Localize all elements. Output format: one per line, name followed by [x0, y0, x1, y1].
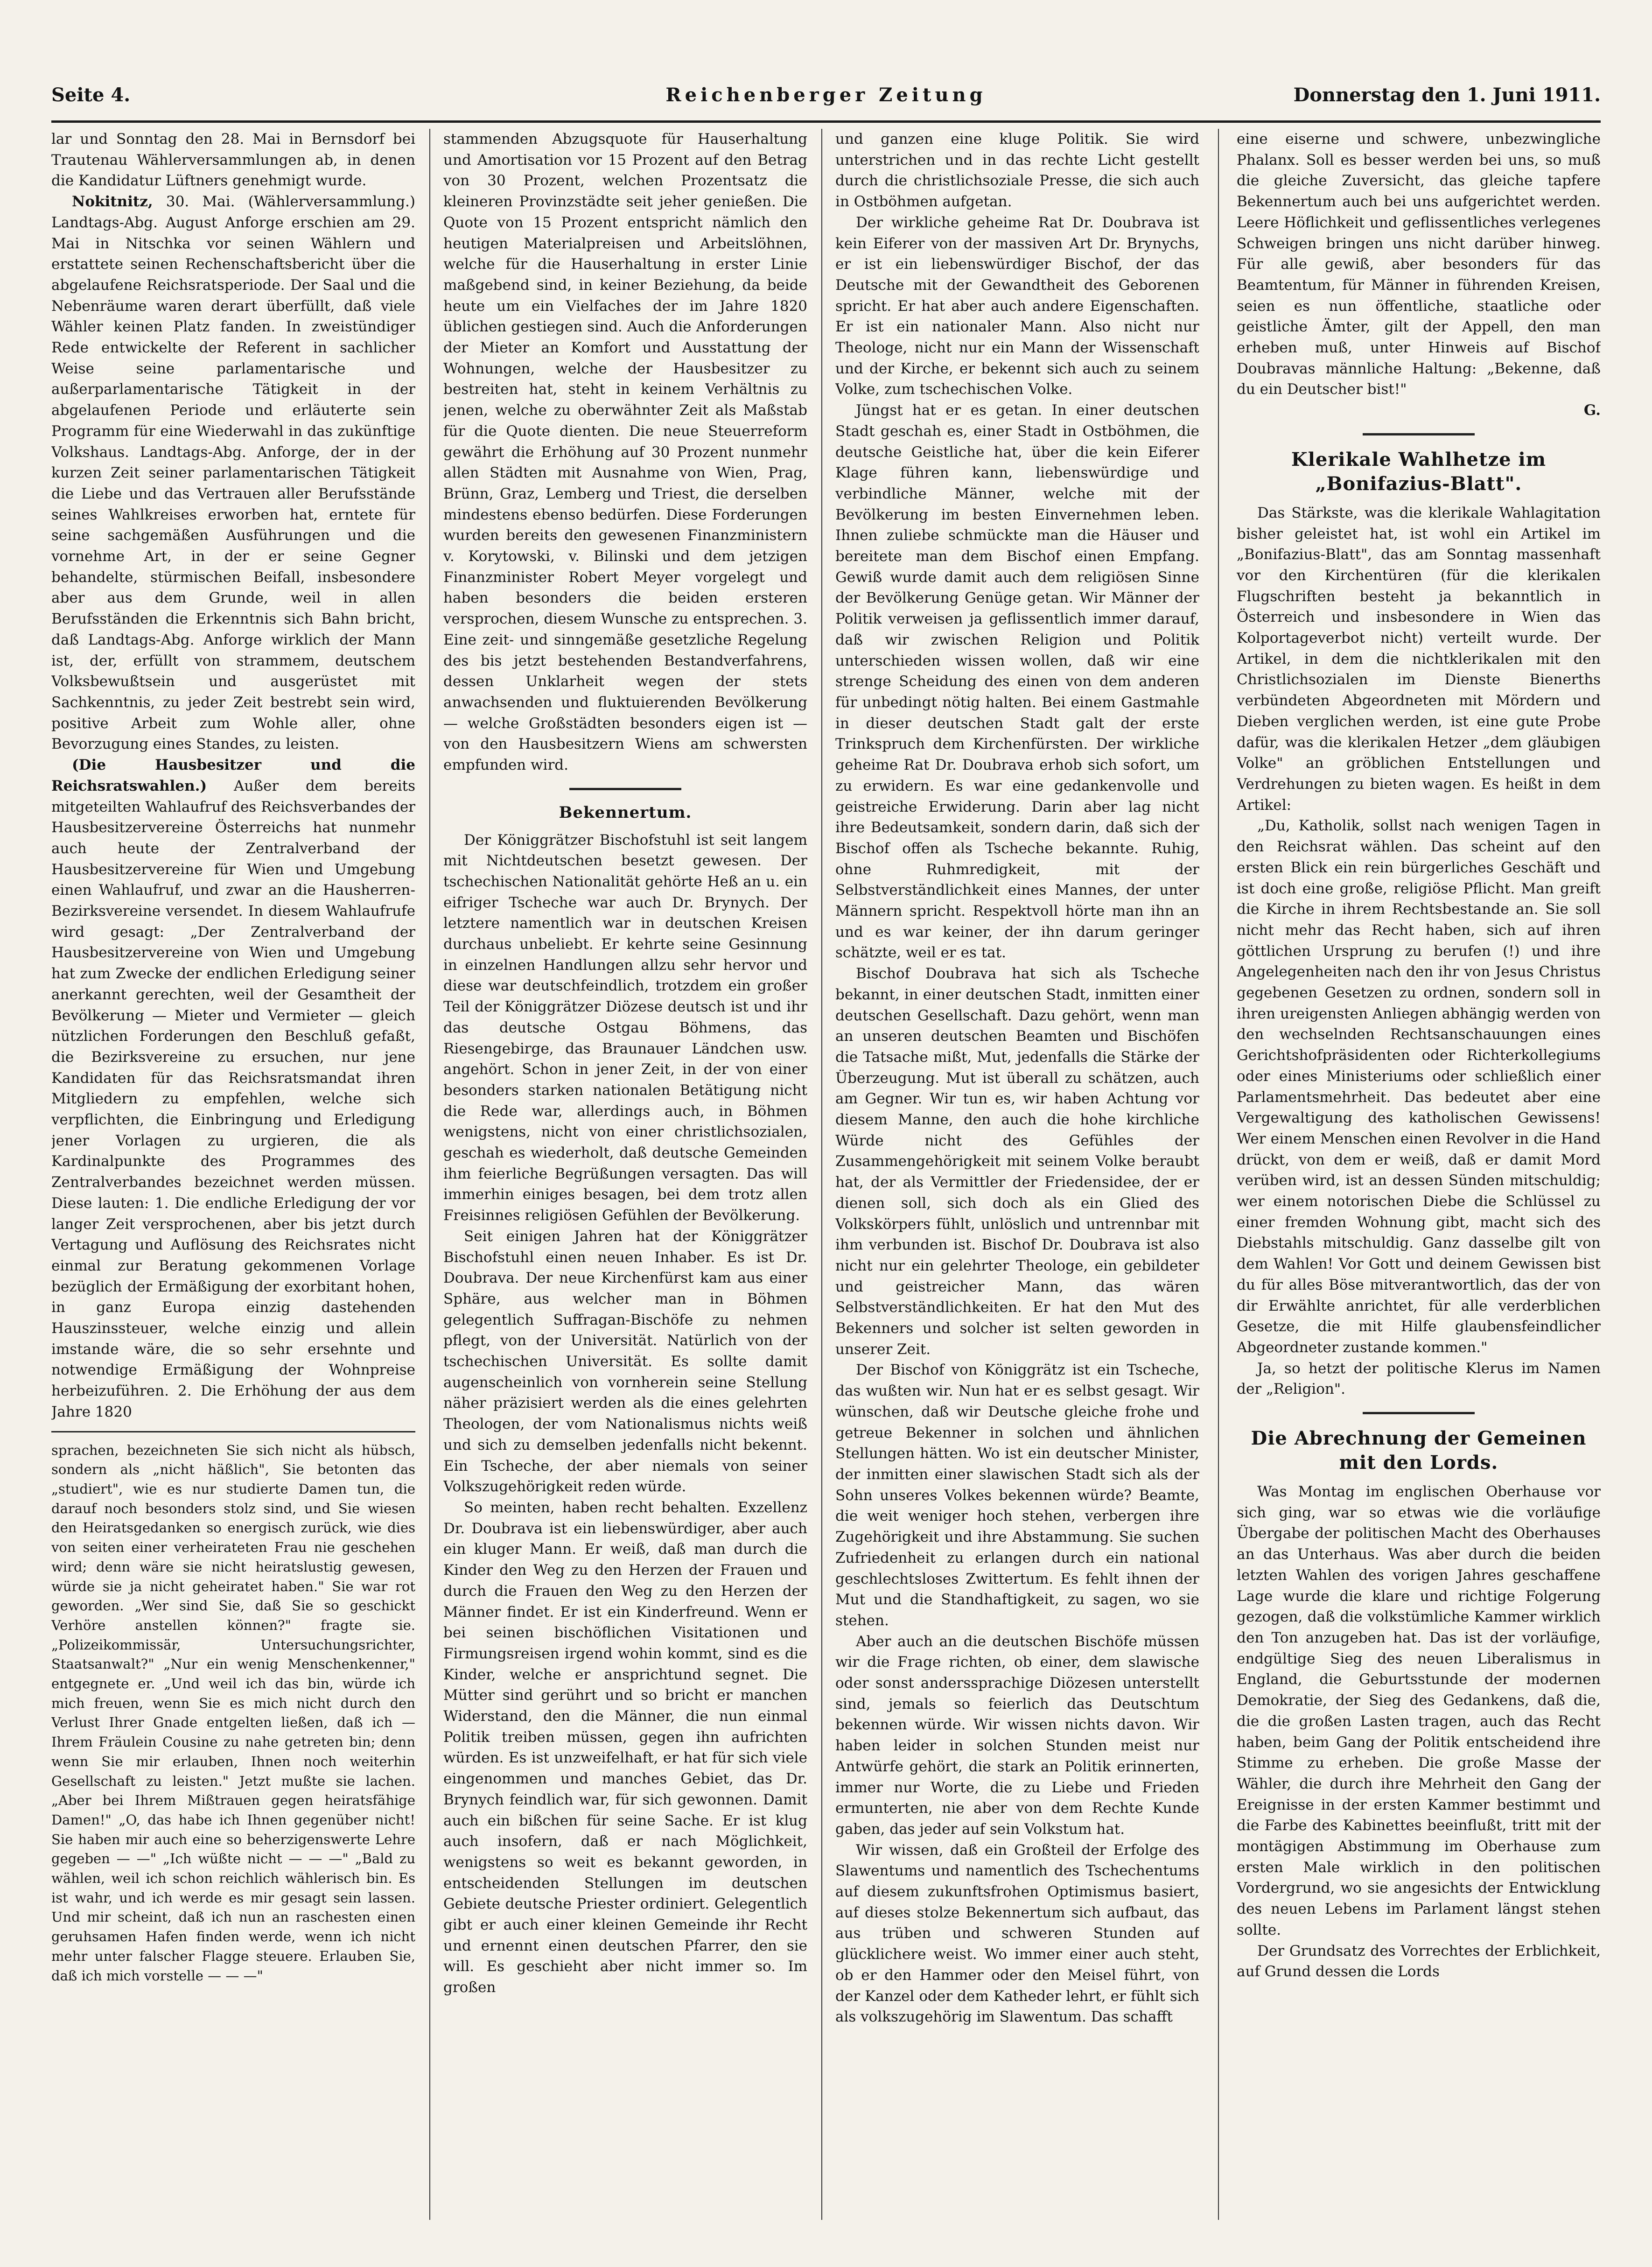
newspaper-page — [51, 84, 1601, 2231]
article-paragraph: Der Bischof von Königgrätz ist ein Tscheche, das wußten wir. Nun hat er es selbst gesagt. Wir wünschen, daß wir Deutsche gleiche frohe und getreue Bekenner in solchen und ähnlichen Stellungen hätten. Wo ist ein deutscher Minister, der inmitten einer slawischen Stadt sich als der Sohn unseres Volkes bekennen würde? Beamte, die weit weniger hoch stehen, verbergen ihre Zugehörigkeit und ihre Abstammung. Sie suchen Zufriedenheit zu erlangen durch ein national geschlechtsloses Zwittertum. Es fehlt ihnen der Mut und die Standhaftigkeit, zu sagen, wo sie stehen. — [835, 1362, 1199, 1629]
quoted-paragraph: „Du, Katholik, sollst nach wenigen Tagen in den Reichsrat wählen. Das scheint auf den ersten Blick ein rein bürgerliches Geschäft und ist doch eine große, religiöse Pflicht. Man greift die Kirche in ihrem Rechtsbestande an. Sie soll nicht mehr das Recht haben, sich auf ihren göttlichen Ursprung zu berufen (!) und ihre Angelegenheiten nach den ihr von Jesus Christus gegebenen Gesetzen zu ordnen, sondern soll in ihren ureigensten Anliegen abhängig werden von den wechselnden Rechtsanschauungen eines Gerichtshofpräsidenten oder Richterkollegiums oder eines Ministeriums oder schließlich einer Parlamentsmehrheit. Das bedeutet aber eine Vergewaltigung des katholischen Gewissens! Wer einem Menschen einen Revolver in die Hand drückt, von dem er weiß, daß er damit Mord verüben wird, ist an dessen Sünden mitschuldig; wer einem notorischen Diebe die Schlüssel zu einer fremden Wohnung gibt, macht sich des Diebstahls mitschuldig. Ganz dasselbe gilt von dem Wahlen! Vor Gott und deinem Gewissen bist du für alles Böse mitverantwortlich, das der von dir Erwählte anrichtet, für alle verderblichen Gesetze, die mit Hilfe glaubensfeindlicher Abgeordneter zustande kommen." — [1237, 817, 1601, 1356]
article-paragraph: lar und Sonntag den 28. Mai in Bernsdorf bei Trautenau Wählerversammlungen ab, in denen die Kandidatur Lüftners genehmigt wurde. — [51, 131, 415, 190]
article-paragraph: eine eiserne und schwere, unbezwingliche Phalanx. Soll es besser werden bei uns, so muß die gleiche Zuversicht, das gleiche tapfere Bekennertum auch bei uns aufgerichtet werden. Leere Höflichkeit und geflissentliches verlegenes Schweigen bringen uns nicht darüber hinweg. Für alle gewiß, aber besonders für das Beamtentum, für Männer in führenden Kreisen, seien es nun öffentliche, staatliche oder geistliche Ämter, gilt der Appell, den man erheben muß, unter Hinweis auf Bischof Doubravas männliche Haltung: „Bekenne, daß du ein Deutscher bist!" — [1237, 131, 1601, 398]
feuilleton-divider — [51, 1431, 415, 1432]
paragraph-text: 30. Mai. (Wählerversammlung.) Landtags-Abg. August Anforge erschien am 29. Mai in Nitschka vor seinen Wählern und erstattete seinen Rechenschaftsbericht über die abgelaufene Reichsratsperiode. Der Saal und die Nebenräume waren derart überfüllt, daß viele Wähler keinen Platz fanden. In zweistündiger Rede entwickelte der Referent in sachlicher Weise seine parlamentarische und außerparlamentarische Tätigkeit in der abgelaufenen Periode und erläuterte sein Programm für eine Wiederwahl in das zukünftige Volkshaus. Landtags-Abg. Anforge, der in der kurzen Zeit seiner parlamentarischen Tätigkeit die Liebe und das Vertrauen aller Berufsstände seines Wahlkreises erworben hat, erntete für seine sachgemäßen Ausführungen und die vornehme Art, in der er seine Gegner behandelte, stürmischen Beifall, insbesondere aber aus dem Grunde, weil in allen Berufsständen die Erkenntnis sich Bahn bricht, daß Landtags-Abg. Anforge wirklich der Mann ist, der, erfüllt von strammem, deutschem Volksbewußtsein und ausgerüstet mit Sachkenntnis, zu jeder Zeit bestrebt sein wird, positive Arbeit zum Wohle aller, ohne Bevorzugung eines Standes, zu leisten. — [51, 193, 415, 753]
column-1 — [51, 129, 415, 2220]
article-paragraph — [51, 755, 415, 1423]
dateline: Nokitnitz, — [72, 193, 153, 211]
article-paragraph: stammenden Abzugsquote für Hauserhaltung und Amortisation vor 15 Prozent auf den Betrag von 30 Prozent, welchen Prozentsatz die kleineren Provinzstädte seit jeher genießen. Die Quote von 15 Prozent entspricht nämlich den heutigen Materialpreisen und Arbeitslöhnen, welche für die Hauserhaltung in erster Linie maßgebend sind, in keiner Beziehung, da beide heute um ein Vielfaches der im Jahre 1820 üblichen gestiegen sind. Auch die Anforderungen der Mieter an Komfort und Ausstattung der Wohnungen, welche der Hausbesitzer zu bestreiten hat, steht in keinem Verhältnis zu jenen, welche zu oberwähnter Zeit als Maßstab für die Quote dienten. Die neue Steuerreform gewährt die Erhöhung auf 30 Prozent nunmehr allen Städten mit Ausnahme von Wien, Prag, Brünn, Graz, Lemberg und Triest, die derselben mindestens ebenso bedürfen. Diese Forderungen wurden bereits den gewesenen Finanzministern v. Korytowski, v. Bilinski und dem jetzigen Finanzminister Robert Meyer vorgelegt und haben besonders die beiden ersteren versprochen, diesem Wunsche zu entsprechen. 3. Eine zeit- und sinngemäße gesetzliche Regelung des bis jetzt bestehenden Bestandverfahrens, dessen Unklarheit wegen der stets anwachsenden und fluktuierenden Bevölkerung — welche Großstädten besonders eigen ist — von den Hausbesitzern Wiens am schwersten empfunden wird. — [443, 131, 807, 774]
article-paragraph: Bischof Doubrava hat sich als Tscheche bekannt, in einer deutschen Stadt, inmitten einer deutschen Gesellschaft. Dazu gehört, wenn man an unseren deutschen Beamten und Bischöfen die Tatsache mißt, Mut, jedenfalls die Stärke der Überzeugung. Mut ist überall zu schätzen, auch am Gegner. Wir tun es, wir haben Achtung vor diesem Manne, den auch die hohe kirchliche Würde nicht des Gefühles der Zusammengehörigkeit mit seinem Volke beraubt hat, der als Vermittler der Friedensidee, der er dienen soll, sich doch als ein Glied des Volkskörpers fühlt, unlöslich und untrennbar mit ihm verbunden ist. Bischof Dr. Doubrava ist also nicht nur ein gelehrter Theologe, ein gebildeter und geistreicher Mann, das wären Selbstverständlichkeiten. Er hat den Mut des Bekenners und solcher ist selten geworden in unserer Zeit. — [835, 965, 1199, 1358]
article-paragraph: Wir wissen, daß ein Großteil der Erfolge des Slawentums und namentlich des Tschechentums auf diesem zukunftsfrohen Optimismus basiert, auf dieses stolze Bekennertum sich aufbaut, das aus trüben und schweren Stunden auf glücklichere weist. Wo immer einer auch steht, ob er den Hammer oder den Meisel führt, von der Kanzel oder dem Katheder lehrt, er fühlt sich als volkszugehörig im Slawentum. Das schafft — [835, 1841, 1199, 2026]
article-paragraph: Jüngst hat er es getan. In einer deutschen Stadt geschah es, einer Stadt in Ostböhmen, die deutsche Geistliche hat, über die kein Eiferer Klage führen kann, liebenswürdige und verbindliche Männer, welche mit der Bevölkerung im besten Einvernehmen leben. Ihnen zuliebe schmückte man die Häuser und bereitete man dem Bischof einen Empfang. Gewiß wurde damit auch dem religiösen Sinne der Bevölkerung Genüge getan. Wir Männer der Politik verweisen ja geflissentlich immer darauf, daß wir zwischen Religion und Politik unterschieden wissen wollen, daß wir eine strenge Scheidung des einen von dem anderen für unbedingt nötig halten. Bei einem Gastmahle in dieser deutschen Stadt galt der erste Trinkspruch dem Kirchenfürsten. Der wirkliche geheime Rat Dr. Doubrava erhob sich sofort, um zu erwidern. Es war eine gedankenvolle und geistreiche Erwiderung. Darin aber lag nicht ihre Bedeutsamkeit, sondern darin, daß sich der Bischof offen als Tscheche bekannte. Ruhig, ohne Ruhmredigkeit, mit der Selbstverständlichkeit eines Mannes, der unter Männern spricht. Respektvoll hörte man ihn an und es war keiner, der ihn darum geringer schätzte, weil er es tat. — [835, 402, 1199, 962]
article-paragraph: Der wirkliche geheime Rat Dr. Doubrava ist kein Eiferer von der massiven Art Dr. Brynychs, er ist ein liebenswürdiger Bischof, der das Deutsche mit der Gewandtheit des Geborenen spricht. Er hat aber auch andere Eigenschaften. Er ist ein nationaler Mann. Also nicht nur Theologe, nicht nur ein Mann der Wissenschaft und der Kirche, er bekennt sich auch zu seinem Volke, zum tschechischen Volke. — [835, 214, 1199, 398]
section-divider — [1363, 433, 1475, 435]
column-rule — [1218, 129, 1219, 2220]
article-paragraph: Aber auch an die deutschen Bischöfe müssen wir die Frage richten, ob einer, dem slawische oder sonst anderssprachige Diözesen unterstellt sind, jemals so feierlich das Deutschtum bekennen würde. Wir wissen nichts davon. Wir haben leider in solchen Stunden meist nur Antwürfe gehört, die stark an Politik erinnerten, immer nur Worte, die zu Liebe und Frieden ermunterten, nie aber von dem Rechte Kunde gaben, das jeder auf sein Volkstum hat. — [835, 1633, 1199, 1838]
article-paragraph — [51, 191, 415, 755]
article-heading: Klerikale Wahlhetze im „Bonifazius-Blatt". — [1291, 448, 1547, 495]
column-3 — [835, 129, 1199, 2220]
article-paragraph: Der Königgrätzer Bischofstuhl ist seit langem mit Nichtdeutschen besetzt gewesen. Der tschechischen Nationalität gehörte Heß an u. ein eifriger Tscheche war auch Dr. Brynych. Der letztere namentlich war in deutschen Kreisen durchaus unbeliebt. Er kehrte seine Gesinnung in einzelnen Handlungen allzu sehr hervor und diese war deutschfeindlich, trotzdem ein großer Teil der Königgrätzer Diözese deutsch ist und ihr das deutsche Ostgau Böhmens, das Riesengebirge, das Braunauer Ländchen usw. angehört. Schon in jener Zeit, in der von einer besonders starken nationalen Betätigung nicht die Rede war, allerdings auch, in Böhmen wenigstens, nicht von einer christlichsozialen, geschah es wiederholt, daß deutsche Gemeinden ihm feierliche Begrüßungen versagten. Das will immerhin einiges besagen, bei dem trotz allen Freisinnes religiösen Gefühlen der Bevölkerung. — [443, 831, 807, 1224]
section-divider — [569, 788, 681, 790]
article-paragraph: Das Stärkste, was die klerikale Wahlagitation bisher geleistet hat, ist wohl ein Artikel im „Bonifazius-Blatt", das am Sonntag massenhaft vor den Kirchentüren (für die klerikalen Flugschriften besteht ja bekanntlich in Österreich und insbesondere in Wien das Kolportageverbot nicht) verteilt wurde. Der Artikel, in dem die nichtklerikalen mit den Christlichsozialen im Dienste Bienerths verbündeten Abgeordneten mit Mördern und Dieben verglichen werden, ist eine gute Probe dafür, was die klerikalen Hetzer „dem gläubigen Volke" an gröblichen Entstellungen und Verdrehungen zu bieten wagen. Es heißt in dem Artikel: — [1237, 504, 1601, 814]
paragraph-text: Außer dem bereits mitgeteilten Wahlaufruf des Reichsverbandes der Hausbesitzervereine Österreichs hat nunmehr auch heute der Zentralverband der Hausbesitzervereine für Wien und Umgebung einen Wahlaufruf, und zwar an die Hausherren-Bezirksvereine versendet. In diesem Wahlaufrufe wird gesagt: „Der Zentralverband der Hausbesitzervereine von Wien und Umgebung hat zum Zwecke der endlichen Erledigung seiner anerkannt gerechten, weil der Gesamtheit der Bevölkerung — Mieter und Vermieter — gleich nützlichen Forderungen den Beschluß gefaßt, die Bezirksvereine zu ersuchen, nur jene Kandidaten für das Reichsratsmandat ihren Mitgliedern zu empfehlen, welche sich verpflichten, die Einbringung und Erledigung jener Vorlagen zu urgieren, die als Kardinalpunkte des Programmes des Zentralverbandes bezeichnet werden müssen. Diese lauten: 1. Die endliche Erledigung der vor langer Zeit versprochenen, aber bis jetzt durch Vertagung und Auflösung des Reichsrates nicht einmal zur Beratung gekommenen Vorlage bezüglich der Ermäßigung der exorbitant hohen, in ganz Europa einzig dastehenden Hauszinssteuer, welche einzig und allein imstande wäre, die so sehr ersehnte und notwendige Ermäßigung der Wohnpreise herbeizuführen. 2. Die Erhöhung der aus dem Jahre 1820 — [51, 777, 415, 1420]
article-paragraph: Seit einigen Jahren hat der Königgrätzer Bischofstuhl einen neuen Inhaber. Es ist Dr. Doubrava. Der neue Kirchenfürst kam aus einer Sphäre, aus welcher man in Böhmen gelegentlich Suffragan-Bischöfe zu nehmen pflegt, von der Universität. Natürlich von der tschechischen Universität. Es sollte damit augenscheinlich von vornherein seine Stellung näher präzisiert werden als die eines gelehrten Theologen, der vom Nationalismus nichts weiß und sich zu demselben jedenfalls nicht bekennt. Ein Tscheche, der aber niemals von seiner Volkszugehörigkeit reden würde. — [443, 1228, 807, 1495]
article-paragraph: Was Montag im englischen Oberhause vor sich ging, war so etwas wie die vorläufige Übergabe der politischen Macht des Oberhauses an das Unterhaus. Was aber durch die beiden letzten Wahlen des vorigen Jahres geschaffene Lage wurde die klare und richtige Folgerung gezogen, daß die volkstümliche Kammer wirklich den Ton anzugeben hat. Das ist der vorläufige, endgültige Sieg des neuen Liberalismus in England, die Geburtsstunde der modernen Demokratie, der Sieg des Gedankens, daß die, die die großen Lasten tragen, auch das Recht haben, beim Gang der Politik entscheidend ihre Stimme zu erheben. Die große Masse der Wähler, die durch ihre Mehrheit den Gang der Ereignisse in der ersten Kammer bestimmt und die Farbe des Kabinettes beeinflußt, tritt mit der montägigen Abstimmung im Oberhause zum ersten Male wirklich in den politischen Vordergrund, wo sie angesichts der Entwicklung des neuen Lebens im Parlament längst stehen sollte. — [1237, 1483, 1601, 1938]
masthead — [51, 84, 1601, 123]
issue-date: Donnerstag den 1. Juni 1911. — [1293, 84, 1601, 106]
article-paragraph: Der Grundsatz des Vorrechtes der Erblichkeit, auf Grund dessen die Lords — [1237, 1942, 1601, 1980]
article-paragraph: und ganzen eine kluge Politik. Sie wird unterstrichen und in das rechte Licht gestellt durch die christlichsoziale Presse, die sich auch in Ostböhmen aufgetan. — [835, 131, 1199, 211]
article-heading: Die Abrechnung der Gemeinen mit den Lords. — [1251, 1427, 1587, 1474]
page-number: Seite 4. — [51, 84, 131, 106]
author-signature: G. — [1583, 402, 1601, 419]
article-lead: (Die Hausbesitzer und die Reichsratswahlen.) — [51, 757, 415, 794]
column-2 — [443, 129, 807, 2220]
section-divider — [1363, 1412, 1475, 1414]
article-paragraph: Ja, so hetzt der politische Klerus im Namen der „Religion". — [1237, 1360, 1601, 1398]
column-rule — [821, 129, 822, 2220]
article-paragraph: So meinten, haben recht behalten. Exzellenz Dr. Doubrava ist ein liebenswürdiger, aber auch ein kluger Mann. Er weiß, daß man durch die Kinder den Weg zu den Herzen der Frauen und durch die Frauen den Weg zu den Herzen der Männer findet. Er ist ein Kinderfreund. Wenn er bei seinen bischöflichen Visitationen und Firmungsreisen irgend wohin kommt, sind es die Kinder, welche er ansprichtund segnet. Die Mütter sind gerührt und so bricht er manchen Widerstand, den die Männer, die nun einmal Politik treiben müssen, gegen ihn aufrichten würden. Es ist unzweifelhaft, er hat für sich viele eingenommen und manches Gebiet, das Dr. Brynych feindlich war, für sich gewonnen. Damit auch ein bißchen für seine Sache. Er ist klug auch insofern, daß er nach Möglichkeit, wenigstens so weit es bekannt geworden, in entscheidenden Stellungen im deutschen Gebiete deutsche Priester ordiniert. Gelegentlich gibt er auch einer kleinen Gemeinde ihr Recht und ernennt einen deutschen Pfarrer, den sie will. Es geschieht aber nicht immer so. Im großen — [443, 1499, 807, 1996]
column-rule — [429, 129, 430, 2220]
article-heading: Bekennertum. — [559, 803, 692, 822]
newspaper-title: Reichenberger Zeitung — [665, 84, 987, 106]
feuilleton-text: sprachen, bezeichneten Sie sich nicht als hübsch, sondern als „nicht häßlich", Sie betonten das „studiert", wie es nur studierte Damen tun, die darauf noch besonders stolz sind, und Sie wiesen den Heiratsgedanken so energisch zurück, wie dies von seiten einer verheirateten Frau nie geschehen wird; denn wäre sie nicht heiratslustig gewesen, würde sie ja nicht geheiratet haben." Sie war rot geworden. „Wer sind Sie, daß Sie so geschickt Verhöre anstellen können?" fragte sie. „Polizeikommissär, Untersuchungsrichter, Staatsanwalt?" „Nur ein wenig Menschenkenner," entgegnete er. „Und weil ich das bin, würde ich mich freuen, wenn Sie es mich nicht durch den Verlust Ihrer Gnade entgelten ließen, daß ich — Ihrem Fräulein Cousine zu nahe getreten bin; denn wenn Sie mir erlauben, Ihnen noch weiterhin Gesellschaft zu leisten." Jetzt mußte sie lachen. „Aber bei Ihrem Mißtrauen gegen heiratsfähige Damen!" „O, das habe ich Ihnen gegenüber nicht! Sie haben mir auch eine so beherzigenswerte Lehre gegeben — —" „Ich wüßte nicht — — —" „Bald zu wählen, weil ich schon reichlich wählerisch bin. Es ist wahr, und ich werde es mir gesagt sein lassen. Und mir scheint, daß ich nun an raschesten einen geruhsamen Hafen finden werde, wenn ich nicht mehr unter falscher Flagge steuere. Erlauben Sie, daß ich mich vorstelle — — —" — [51, 1442, 415, 1984]
column-4 — [1237, 129, 1601, 2220]
